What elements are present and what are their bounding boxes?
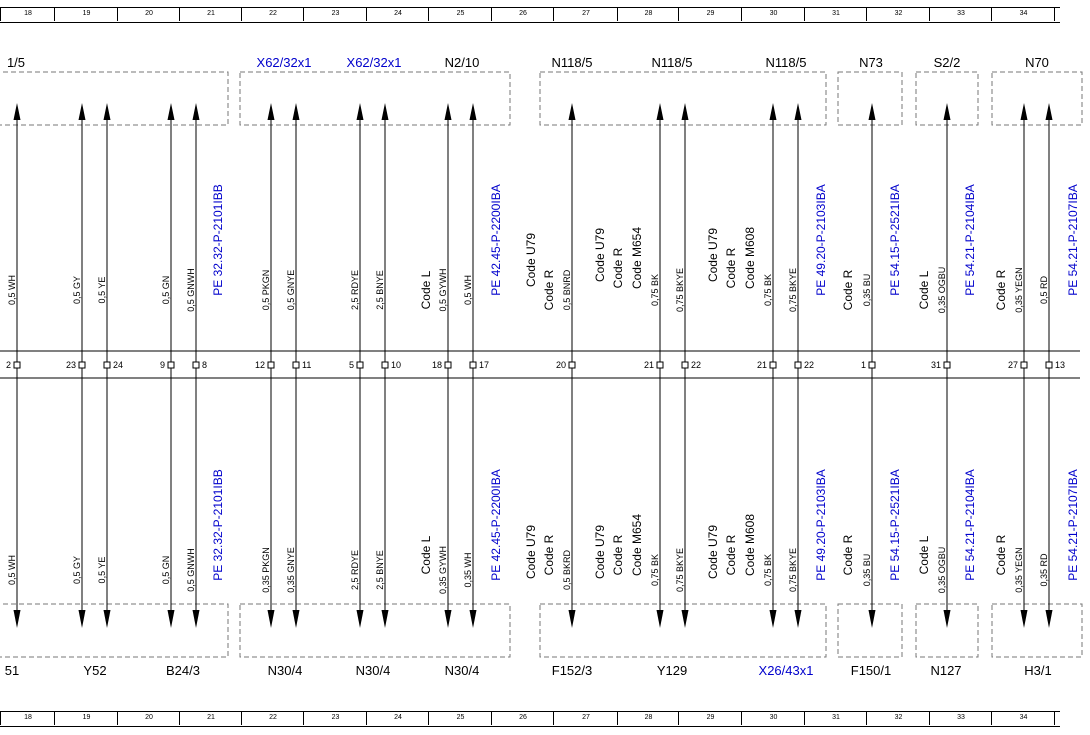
grid-column-19: 19 — [54, 711, 118, 725]
wire-arrow-down — [79, 610, 86, 628]
connector-pin — [770, 362, 776, 368]
grid-column-30: 30 — [741, 711, 805, 725]
wire-label-bottom: 0,5 GN — [161, 555, 171, 585]
connector-pin — [569, 362, 575, 368]
pin-number: 8 — [202, 360, 208, 370]
reference-link-top: PE 54.21-P-2104IBA — [963, 184, 977, 296]
wire-label-top: 0,5 WH — [463, 274, 473, 306]
wire-arrow-up — [569, 103, 576, 120]
option-code-bottom: Code R — [994, 534, 1008, 576]
wire-label-bottom: 0,75 BKYE — [675, 547, 685, 593]
connector-pin — [869, 362, 875, 368]
wire-label-top: 2,5 RDYE — [350, 269, 360, 311]
bottom-component-label: B24/3 — [166, 663, 200, 678]
wire-arrow-up — [657, 103, 664, 120]
wire-arrow-up — [168, 103, 175, 120]
pin-number: 2 — [5, 360, 11, 370]
wire-label-bottom: 0,35 GYWH — [438, 545, 448, 595]
top-component-label: X62/32x1 — [346, 55, 402, 70]
wire-label-top: 0,5 GNWH — [186, 268, 196, 312]
grid-column-23: 23 — [303, 711, 367, 725]
option-code-top: Code L — [419, 270, 433, 310]
wire-label-bottom: 0,75 BK — [650, 553, 660, 587]
connector-pin — [168, 362, 174, 368]
option-code-top: Code L — [917, 270, 931, 310]
wire-arrow-up — [445, 103, 452, 120]
connector-pin — [357, 362, 363, 368]
grid-column-18: 18 — [0, 711, 55, 725]
wire-label-bottom: 0,35 OGBU — [937, 546, 947, 594]
wire-arrow-down — [1021, 610, 1028, 628]
pin-number: 24 — [113, 360, 124, 370]
wire-label-bottom: 2,5 RDYE — [350, 549, 360, 591]
wire-label-top: 0,5 BNRD — [562, 269, 572, 311]
wire-label-top: 0,5 GNYE — [286, 269, 296, 311]
option-code-bottom: Code R — [841, 534, 855, 576]
wire-label-bottom: 0,5 BKRD — [562, 549, 572, 591]
option-code-bottom: Code R — [724, 534, 738, 576]
wire-label-top: 0,75 BK — [650, 273, 660, 307]
grid-column-23: 23 — [303, 7, 367, 21]
connector-pin — [944, 362, 950, 368]
wire-label-bottom: 0,75 BKYE — [788, 547, 798, 593]
wire-arrow-down — [770, 610, 777, 628]
wire-arrow-up — [193, 103, 200, 120]
bottom-component-label: H3/1 — [1024, 663, 1052, 678]
option-code-bottom: Code U79 — [524, 524, 538, 580]
option-code-top: Code U79 — [524, 232, 538, 288]
pin-number: 31 — [930, 360, 941, 370]
wire-arrow-down — [869, 610, 876, 628]
grid-column-24: 24 — [366, 711, 429, 725]
grid-column-31: 31 — [804, 7, 867, 21]
connector-pin — [1046, 362, 1052, 368]
wire-label-bottom: 0,35 WH — [463, 552, 473, 588]
connector-pin — [268, 362, 274, 368]
wire-arrow-down — [357, 610, 364, 628]
wire-arrow-up — [470, 103, 477, 120]
option-code-bottom: Code L — [419, 535, 433, 575]
top-component-label: 1/5 — [6, 55, 26, 70]
wire-label-top: 0,75 BKYE — [675, 267, 685, 313]
connector-pin — [382, 362, 388, 368]
grid-column-26: 26 — [491, 711, 554, 725]
wire-arrow-down — [682, 610, 689, 628]
option-code-bottom: Code M608 — [743, 513, 757, 577]
wire-label-bottom: 0,35 PKGN — [261, 547, 271, 593]
connector-pin — [104, 362, 110, 368]
option-code-bottom: Code R — [542, 534, 556, 576]
option-code-top: Code R — [724, 247, 738, 289]
wire-label-top: 0,5 YE — [97, 276, 107, 304]
bottom-component-label: F150/1 — [850, 663, 892, 678]
wire-label-bottom: 2,5 BNYE — [375, 550, 385, 590]
grid-column-20: 20 — [117, 711, 180, 725]
option-code-top: Code M608 — [743, 226, 757, 290]
reference-link-bottom: PE 42.45-P-2200IBA — [489, 469, 503, 581]
wire-label-bottom: 0,35 YEGN — [1014, 547, 1024, 593]
reference-link-top: PE 54.15-P-2521IBA — [888, 184, 902, 296]
wire-arrow-down — [104, 610, 111, 628]
bottom-component-label: Y129 — [656, 663, 688, 678]
grid-column-19: 19 — [54, 7, 118, 21]
grid-column-22: 22 — [241, 711, 304, 725]
wire-arrow-down — [445, 610, 452, 628]
connector-pin — [14, 362, 20, 368]
pin-number: 20 — [555, 360, 566, 370]
top-component-label: N73 — [859, 55, 883, 70]
wire-label-top: 0,5 RD — [1039, 275, 1049, 305]
grid-column-28: 28 — [617, 711, 679, 725]
wire-arrow-down — [168, 610, 175, 628]
grid-column-21: 21 — [179, 711, 242, 725]
reference-link-top: PE 54.21-P-2107IBA — [1066, 184, 1080, 296]
wire-arrow-up — [293, 103, 300, 120]
pin-number: 21 — [756, 360, 767, 370]
option-code-top: Code U79 — [593, 227, 607, 283]
wire-arrow-down — [293, 610, 300, 628]
wire-arrow-down — [657, 610, 664, 628]
wire-label-top: 0,35 BU — [862, 273, 872, 307]
bottom-component-label: N127 — [930, 663, 962, 678]
grid-column-20: 20 — [117, 7, 180, 21]
wire-arrow-up — [104, 103, 111, 120]
wire-label-bottom: 0,35 BU — [862, 553, 872, 587]
connector-pin — [470, 362, 476, 368]
top-component-label: N2/10 — [444, 55, 480, 70]
grid-column-29: 29 — [678, 711, 742, 725]
connector-pin — [682, 362, 688, 368]
wire-arrow-up — [944, 103, 951, 120]
wire-arrow-down — [382, 610, 389, 628]
wire-label-bottom: 0,35 GNYE — [286, 547, 296, 593]
reference-link-bottom: PE 54.21-P-2104IBA — [963, 469, 977, 581]
wire-label-bottom: 0,35 RD — [1039, 553, 1049, 587]
option-code-bottom: Code M654 — [630, 513, 644, 577]
reference-link-bottom: PE 54.15-P-2521IBA — [888, 469, 902, 581]
bottom-component-label: 51 — [4, 663, 20, 678]
wire-arrow-down — [14, 610, 21, 628]
connector-pin — [293, 362, 299, 368]
grid-column-21: 21 — [179, 7, 242, 21]
grid-column-32: 32 — [866, 7, 930, 21]
grid-column-31: 31 — [804, 711, 867, 725]
connector-pin — [193, 362, 199, 368]
reference-link-top: PE 49.20-P-2103IBA — [814, 184, 828, 296]
pin-number: 17 — [479, 360, 490, 370]
wire-label-top: 0,75 BKYE — [788, 267, 798, 313]
grid-column-26: 26 — [491, 7, 554, 21]
wire-label-bottom: 0,5 GNWH — [186, 548, 196, 592]
wire-arrow-up — [682, 103, 689, 120]
grid-column-30: 30 — [741, 7, 805, 21]
connector-pin — [445, 362, 451, 368]
bottom-component-label: N30/4 — [267, 663, 303, 678]
option-code-top: Code M654 — [630, 226, 644, 290]
reference-link-bottom: PE 49.20-P-2103IBA — [814, 469, 828, 581]
pin-number: 22 — [804, 360, 815, 370]
top-component-label: N70 — [1025, 55, 1049, 70]
reference-link-top: PE 32.32-P-2101IBB — [211, 184, 225, 296]
option-code-top: Code U79 — [706, 227, 720, 283]
grid-column-32: 32 — [866, 711, 930, 725]
reference-link-bottom: PE 32.32-P-2101IBB — [211, 469, 225, 581]
wire-label-top: 0,75 BK — [763, 273, 773, 307]
wire-arrow-up — [795, 103, 802, 120]
top-component-label: N118/5 — [651, 55, 693, 70]
grid-column-18: 18 — [0, 7, 55, 21]
bottom-component-box-6 — [992, 604, 1082, 657]
option-code-bottom: Code L — [917, 535, 931, 575]
wire-label-top: 0,5 GYWH — [438, 268, 448, 312]
pin-number: 10 — [391, 360, 402, 370]
pin-number: 13 — [1055, 360, 1066, 370]
wire-label-top: 0,35 YEGN — [1014, 267, 1024, 313]
wire-arrow-up — [268, 103, 275, 120]
bottom-component-label: X26/43x1 — [758, 663, 814, 678]
connector-pin — [1021, 362, 1027, 368]
pin-number: 12 — [254, 360, 265, 370]
grid-column-27: 27 — [553, 7, 618, 21]
option-code-top: Code R — [611, 247, 625, 289]
option-code-bottom: Code R — [611, 534, 625, 576]
wire-arrow-up — [14, 103, 21, 120]
grid-column-25: 25 — [428, 711, 492, 725]
pin-number: 9 — [159, 360, 165, 370]
wire-arrow-up — [79, 103, 86, 120]
pin-number: 11 — [302, 360, 312, 370]
wire-arrow-up — [770, 103, 777, 120]
wire-arrow-up — [357, 103, 364, 120]
option-code-top: Code R — [542, 269, 556, 311]
wire-label-top: 0,5 PKGN — [261, 269, 271, 311]
wire-arrow-down — [795, 610, 802, 628]
pin-number: 5 — [348, 360, 354, 370]
grid-column-28: 28 — [617, 7, 679, 21]
grid-column-24: 24 — [366, 7, 429, 21]
top-component-label: X62/32x1 — [256, 55, 312, 70]
wire-arrow-up — [869, 103, 876, 120]
connector-pin — [795, 362, 801, 368]
wire-arrow-down — [569, 610, 576, 628]
wire-label-top: 0,5 GY — [72, 275, 82, 305]
wire-label-bottom: 0,5 WH — [7, 554, 17, 586]
wire-arrow-down — [470, 610, 477, 628]
grid-column-27: 27 — [553, 711, 618, 725]
wire-arrow-up — [1021, 103, 1028, 120]
wire-label-bottom: 0,5 GY — [72, 555, 82, 585]
option-code-bottom: Code U79 — [706, 524, 720, 580]
wire-arrow-up — [382, 103, 389, 120]
connector-pin — [657, 362, 663, 368]
pin-number: 1 — [860, 360, 866, 370]
grid-column-22: 22 — [241, 7, 304, 21]
wire-arrow-up — [1046, 103, 1053, 120]
bottom-component-box-2 — [240, 604, 510, 657]
wire-arrow-down — [193, 610, 200, 628]
pin-number: 18 — [431, 360, 442, 370]
reference-link-top: PE 42.45-P-2200IBA — [489, 184, 503, 296]
grid-column-25: 25 — [428, 7, 492, 21]
grid-column-33: 33 — [929, 711, 992, 725]
pin-number: 27 — [1007, 360, 1018, 370]
wire-arrow-down — [268, 610, 275, 628]
option-code-top: Code R — [841, 269, 855, 311]
top-component-label: N118/5 — [765, 55, 807, 70]
top-component-label: S2/2 — [933, 55, 961, 70]
grid-column-34: 34 — [991, 7, 1055, 21]
pin-number: 22 — [691, 360, 702, 370]
pin-number: 23 — [65, 360, 76, 370]
top-component-box-2 — [240, 72, 510, 125]
grid-column-33: 33 — [929, 7, 992, 21]
top-component-label: N118/5 — [551, 55, 593, 70]
wire-label-top: 0,5 GN — [161, 275, 171, 305]
wire-label-top: 0,5 WH — [7, 274, 17, 306]
wire-label-bottom: 0,5 YE — [97, 556, 107, 584]
option-code-top: Code R — [994, 269, 1008, 311]
wire-arrow-down — [1046, 610, 1053, 628]
bottom-component-label: N30/4 — [355, 663, 391, 678]
top-component-box-6 — [992, 72, 1082, 125]
grid-column-29: 29 — [678, 7, 742, 21]
wire-arrow-down — [944, 610, 951, 628]
connector-pin — [79, 362, 85, 368]
bottom-component-label: F152/3 — [551, 663, 593, 678]
pin-number: 21 — [643, 360, 654, 370]
grid-column-34: 34 — [991, 711, 1055, 725]
option-code-bottom: Code U79 — [593, 524, 607, 580]
bottom-component-label: N30/4 — [444, 663, 480, 678]
wire-label-top: 0,35 OGBU — [937, 266, 947, 314]
wire-label-top: 2,5 BNYE — [375, 270, 385, 310]
bottom-component-label: Y52 — [83, 663, 107, 678]
reference-link-bottom: PE 54.21-P-2107IBA — [1066, 469, 1080, 581]
wire-label-bottom: 0,75 BK — [763, 553, 773, 587]
